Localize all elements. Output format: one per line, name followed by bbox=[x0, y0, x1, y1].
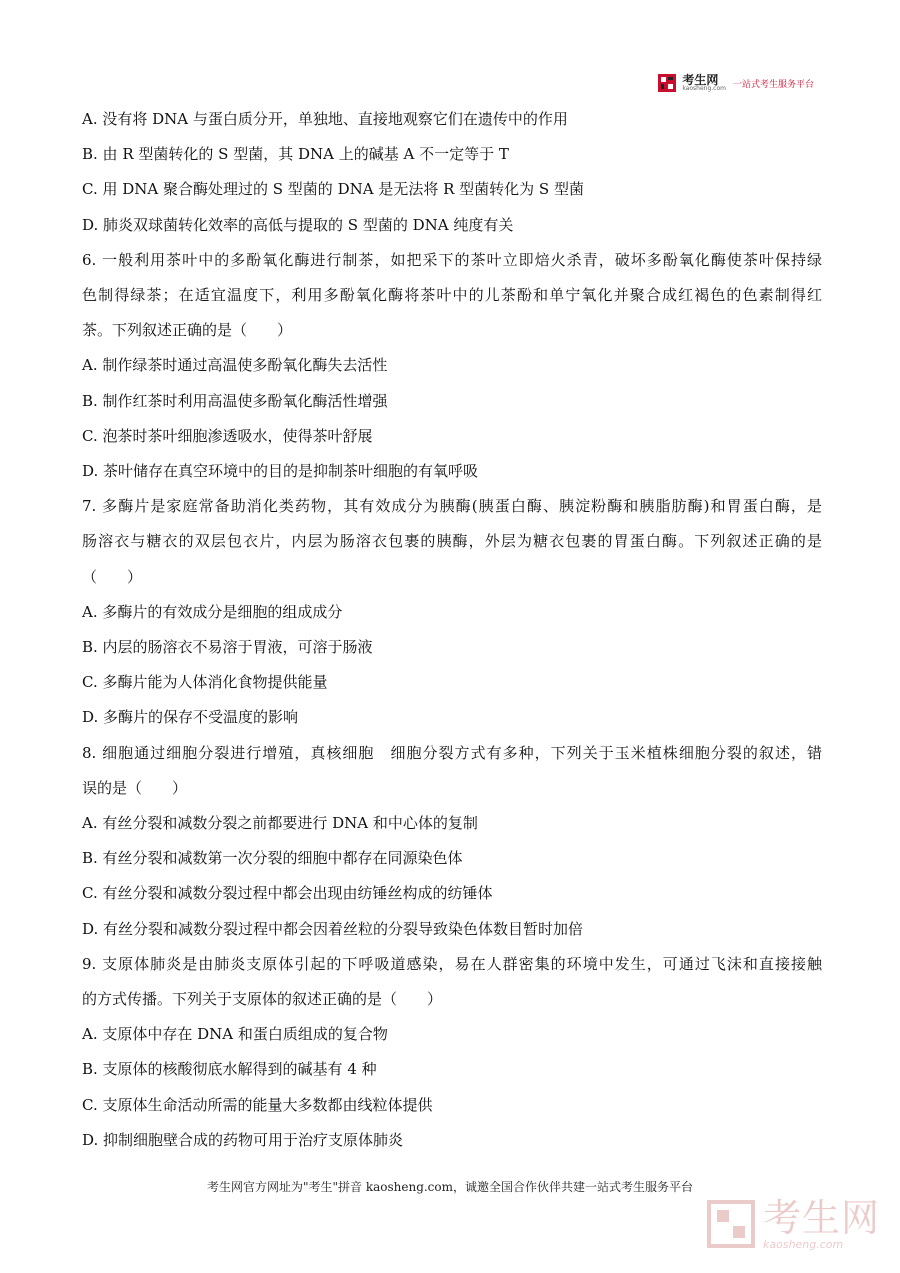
question-8 bbox=[82, 736, 822, 947]
kaosheng-watermark-icon bbox=[705, 1198, 757, 1250]
logo-brand-name: 考生网 bbox=[682, 73, 719, 87]
option-line: B. 有丝分裂和减数第一次分裂的细胞中都存在同源染色体 bbox=[82, 849, 463, 868]
option-line: B. 支原体的核酸彻底水解得到的碱基有 4 种 bbox=[82, 1060, 377, 1079]
question-stem-line: 8. 细胞通过细胞分裂进行增殖，真核细胞 细胞分裂方式有多种，下列关于玉米植株细胞分裂的叙述，错 bbox=[82, 743, 822, 762]
question-stem-line: 的方式传播。下列关于支原体的叙述正确的是（ ） bbox=[82, 990, 443, 1009]
watermark-url: kaosheng.com bbox=[763, 1237, 844, 1251]
logo-slogan: 一站式考生服务平台 bbox=[732, 79, 814, 90]
question-stem-line: 茶。下列叙述正确的是（ ） bbox=[82, 321, 293, 340]
watermark-text bbox=[763, 1195, 881, 1251]
page-footer: 考生网官方网址为"考生"拼音 kaosheng.com，诚邀全国合作伙伴共建一站式考生服务平台 bbox=[206, 1180, 694, 1194]
logo-text bbox=[682, 74, 726, 92]
question-7 bbox=[82, 489, 822, 735]
kaosheng-logo-icon bbox=[656, 72, 678, 94]
option-line: C. 支原体生命活动所需的能量大多数都由线粒体提供 bbox=[82, 1095, 433, 1114]
option-line: D. 有丝分裂和减数分裂过程中都会因着丝粒的分裂导致染色体数目暂时加倍 bbox=[82, 919, 584, 938]
question-stem-line: 误的是（ ） bbox=[82, 778, 188, 797]
option-line: D. 多酶片的保存不受温度的影响 bbox=[82, 708, 299, 727]
question-stem-line: （ ） bbox=[82, 567, 143, 586]
option-line: D. 肺炎双球菌转化效率的高低与提取的 S 型菌的 DNA 纯度有关 bbox=[82, 215, 514, 234]
option-line: A. 有丝分裂和减数分裂之前都要进行 DNA 和中心体的复制 bbox=[82, 814, 478, 833]
question-6 bbox=[82, 243, 822, 489]
option-line: B. 由 R 型菌转化的 S 型菌，其 DNA 上的碱基 A 不一定等于 T bbox=[82, 145, 509, 164]
option-line: A. 多酶片的有效成分是细胞的组成成分 bbox=[82, 602, 343, 621]
option-line: C. 用 DNA 聚合酶处理过的 S 型菌的 DNA 是无法将 R 型菌转化为 S 型菌 bbox=[82, 180, 584, 199]
question-stem-line: 色制得绿茶；在适宜温度下，利用多酚氧化酶将茶叶中的儿茶酚和单宁氧化并聚合成红褐色的色素制得红 bbox=[82, 286, 822, 305]
option-line: C. 多酶片能为人体消化食物提供能量 bbox=[82, 673, 328, 692]
option-line: C. 泡茶时茶叶细胞渗透吸水，使得茶叶舒展 bbox=[82, 426, 373, 445]
option-line: C. 有丝分裂和减数分裂过程中都会出现由纺锤丝构成的纺锤体 bbox=[82, 884, 493, 903]
watermark-brand: 考生网 bbox=[763, 1195, 881, 1240]
question-stem-line: 肠溶衣与糖衣的双层包衣片，内层为肠溶衣包裹的胰酶，外层为糖衣包裹的胃蛋白酶。下列叙述正确的是 bbox=[82, 532, 822, 551]
option-line: A. 支原体中存在 DNA 和蛋白质组成的复合物 bbox=[82, 1025, 388, 1044]
logo-url: kaosheng.com bbox=[682, 85, 726, 92]
option-line: A. 没有将 DNA 与蛋白质分开，单独地、直接地观察它们在遗传中的作用 bbox=[82, 110, 568, 128]
question-9 bbox=[82, 947, 822, 1158]
question-stem-line: 7. 多酶片是家庭常备助消化类药物，其有效成分为胰酶(胰蛋白酶、胰淀粉酶和胰脂肪酶)和胃蛋白酶，是 bbox=[82, 497, 822, 516]
exam-content bbox=[82, 102, 822, 1158]
watermark bbox=[705, 1193, 880, 1255]
option-line: A. 制作绿茶时通过高温使多酚氧化酶失去活性 bbox=[82, 356, 388, 375]
option-line: D. 茶叶储存在真空环境中的目的是抑制茶叶细胞的有氧呼吸 bbox=[82, 462, 479, 481]
header-logo bbox=[656, 72, 814, 94]
option-line: D. 抑制细胞壁合成的药物可用于治疗支原体肺炎 bbox=[82, 1130, 404, 1149]
question-stem-line: 6. 一般利用茶叶中的多酚氧化酶进行制茶，如把采下的茶叶立即焙火杀青，破坏多酚氧化酶使茶叶保持绿 bbox=[82, 250, 822, 269]
option-line: B. 内层的肠溶衣不易溶于胃液，可溶于肠液 bbox=[82, 638, 373, 657]
option-line: B. 制作红茶时利用高温使多酚氧化酶活性增强 bbox=[82, 391, 388, 410]
question-stem-line: 9. 支原体肺炎是由肺炎支原体引起的下呼吸道感染，易在人群密集的环境中发生，可通过飞沫和直接接触 bbox=[82, 954, 822, 973]
